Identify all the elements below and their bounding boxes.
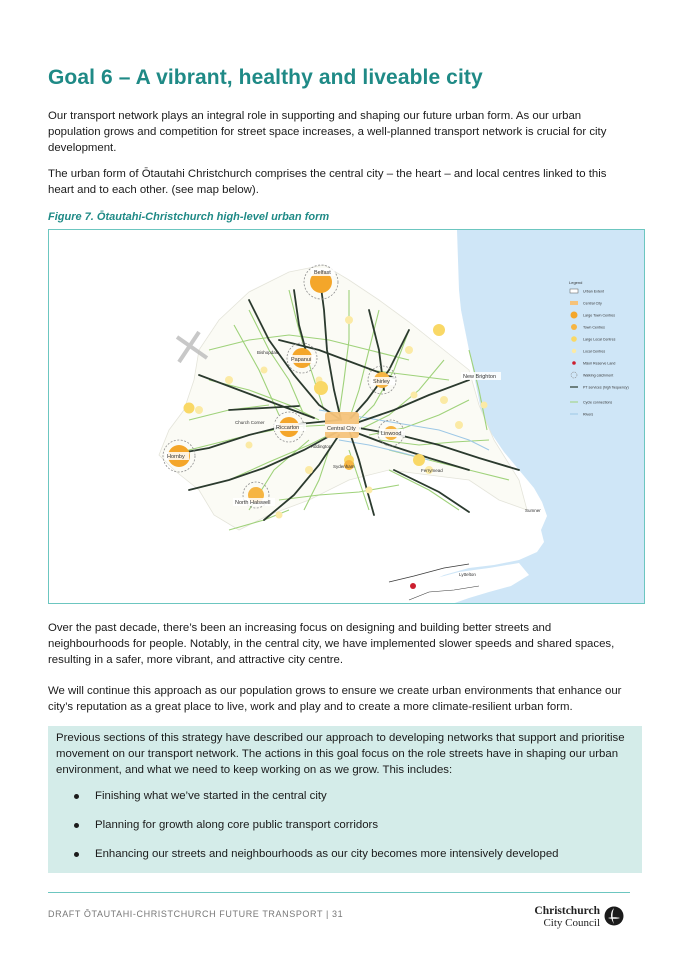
label-new-brighton: New Brighton bbox=[463, 374, 497, 380]
footer-text: DRAFT ŌTAUTAHI-CHRISTCHURCH FUTURE TRANSPORT | 31 bbox=[48, 909, 344, 919]
label-addington: Addington bbox=[311, 444, 332, 449]
label-lyttelton: Lyttelton bbox=[459, 572, 476, 577]
legend-maori-reserve: Māori Reserve Land bbox=[583, 361, 616, 366]
bullet-dot-icon bbox=[74, 852, 79, 857]
legend-central-city: Central City bbox=[583, 301, 602, 306]
legend-town: Town Centres bbox=[583, 325, 605, 330]
bullet-dot-icon bbox=[74, 823, 79, 828]
label-linwood: Linwood bbox=[381, 431, 402, 437]
label-belfast: Belfast bbox=[314, 270, 331, 276]
label-shirley: Shirley bbox=[373, 379, 390, 385]
callout-bullet-text: Finishing what we’ve started in the central city bbox=[95, 790, 327, 802]
maori-reserve-marker bbox=[410, 583, 416, 589]
label-bishopdale: Bishopdale bbox=[257, 350, 280, 355]
figure-caption: Figure 7. Ōtautahi-Christchurch high-level urban form bbox=[48, 211, 330, 223]
label-north-halswell: North Halswell bbox=[235, 500, 271, 506]
callout-bullet-text: Enhancing our streets and neighbourhoods as our city becomes more intensively developed bbox=[95, 848, 559, 860]
legend-urban-extent: Urban Extent bbox=[583, 289, 604, 294]
legend-walking: Walking catchment bbox=[583, 373, 614, 378]
intro-paragraph-2: The urban form of Ōtautahi Christchurch comprises the central city – the heart – and local centres linked to this heart and to each other. (see map below). bbox=[48, 168, 607, 196]
legend-pt: PT services (high frequency) bbox=[583, 385, 629, 390]
intro-paragraph-1: Our transport network plays an integral role in supporting and shaping our future urban form. As our urban population grows and competition for street space increases, a well-planned transport network is crucial for city development. bbox=[48, 110, 607, 154]
label-sydenham: Sydenham bbox=[333, 464, 355, 469]
body-paragraph-2: We will continue this approach as our population grows to ensure we create urban environments that enhance our city’s reputation as a great place to live, work and play and to create a more climate-resilient urban form. bbox=[48, 685, 622, 713]
legend-large-local: Large Local Centres bbox=[583, 337, 616, 342]
legend-title: Legend bbox=[569, 280, 583, 285]
callout-intro: Previous sections of this strategy have described our approach to developing networks that support and prioritise movement on our transport network. The actions in this goal focus on the role streets have in shaping our urban environment, and what we need to keep working on as we grow. This includes: bbox=[56, 732, 625, 776]
callout-bullet bbox=[74, 846, 559, 862]
legend-rivers: Rivers bbox=[583, 412, 594, 417]
goal-callout-box bbox=[48, 726, 642, 873]
label-sumner: Sumner bbox=[525, 508, 541, 513]
map-canvas bbox=[49, 230, 645, 604]
footer-divider bbox=[48, 892, 630, 893]
legend-large-town: Large Town Centres bbox=[583, 313, 616, 318]
callout-bullet bbox=[74, 788, 327, 804]
label-papanui: Papanui bbox=[291, 357, 312, 363]
callout-bullet bbox=[74, 817, 379, 833]
label-hornby: Hornby bbox=[167, 454, 185, 460]
callout-bullet-text: Planning for growth along core public transport corridors bbox=[95, 819, 379, 831]
logo-line-2: City Council bbox=[543, 917, 600, 929]
logo-line-1: Christchurch bbox=[534, 905, 600, 917]
council-logo bbox=[532, 904, 628, 932]
legend-local: Local Centres bbox=[583, 349, 606, 354]
page-title: Goal 6 – A vibrant, healthy and liveable city bbox=[48, 66, 483, 89]
bullet-dot-icon bbox=[74, 794, 79, 799]
council-logo-icon bbox=[604, 906, 624, 926]
body-paragraph-1: Over the past decade, there’s been an increasing focus on designing and building better streets and neighbourhoods for people. Notably, in the central city, we have implemented slower speeds and shared spaces, resulting in a safer, more vibrant, and attractive city centre. bbox=[48, 622, 615, 666]
label-church-corner: Church Corner bbox=[235, 420, 265, 425]
label-riccarton: Riccarton bbox=[276, 425, 300, 431]
label-central-city: Central City bbox=[327, 426, 356, 432]
label-ferrymead: Ferrymead bbox=[421, 468, 443, 473]
urban-form-map bbox=[48, 229, 645, 604]
legend-cycle: Cycle connections bbox=[583, 400, 613, 405]
